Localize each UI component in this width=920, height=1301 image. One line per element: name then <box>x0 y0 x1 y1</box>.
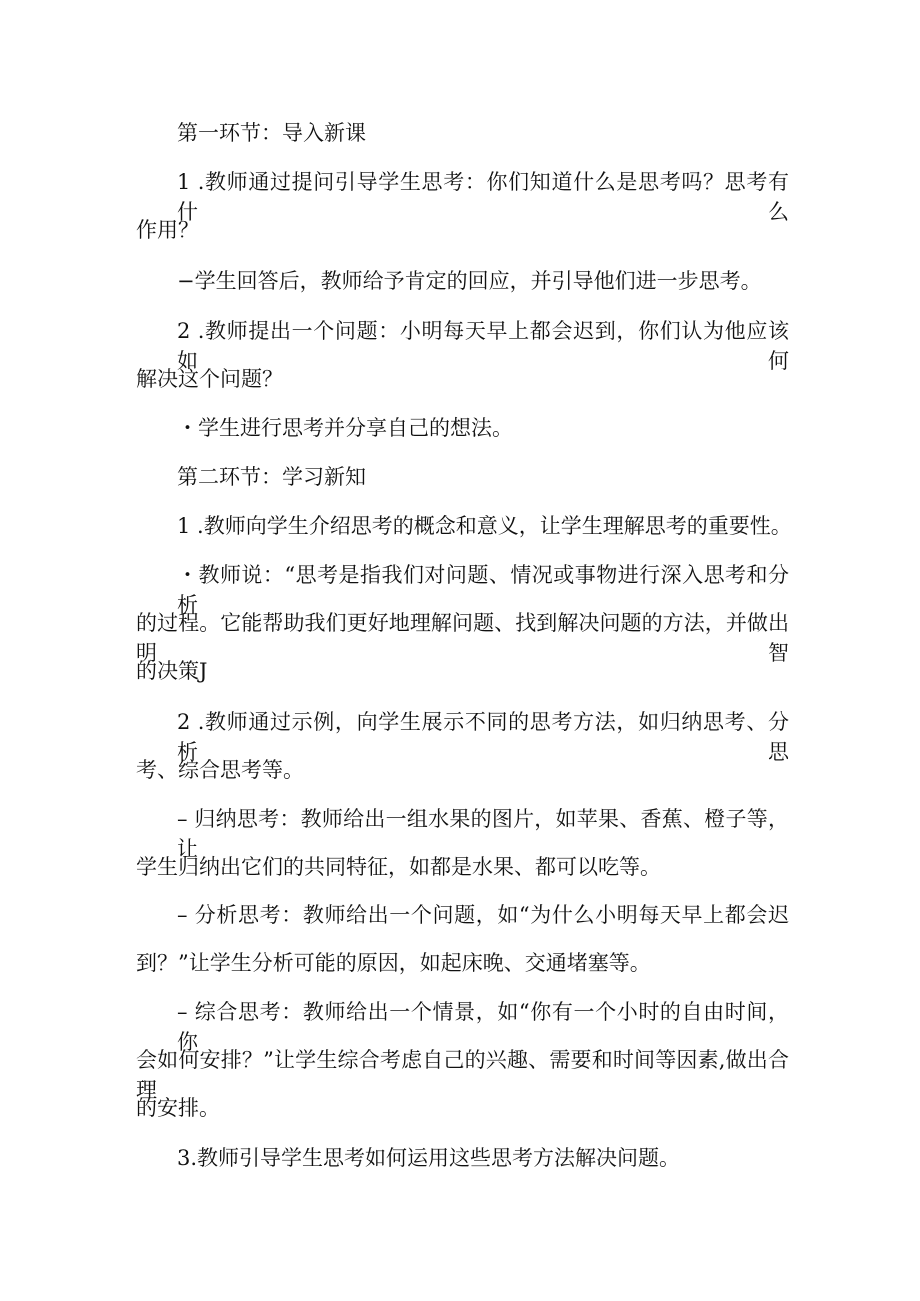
paragraph-4-line-2: 考、综合思考等。 <box>136 758 304 782</box>
paragraph-5: 3.教师引导学生思考如何运用这些思考方法解决问题。 <box>177 1146 681 1170</box>
quote-line-1: ・教师说：“思考是指我们对问题、情况或事物进行深入思考和分析 <box>177 563 789 617</box>
synthesis-line-1: – 综合思考：教师给出一个情景，如“你有一个小时的自由时间，你 <box>177 1000 789 1054</box>
paragraph-2-line-2: 解决这个问题？ <box>136 367 283 391</box>
analysis-line-1: – 分析思考：教师给出一个问题，如“为什么小明每天早上都会迟 <box>177 903 789 927</box>
paragraph-3: 1 .教师向学生介绍思考的概念和意义，让学生理解思考的重要性。 <box>177 514 792 538</box>
bullet-2: ・学生进行思考并分享自己的想法。 <box>177 416 513 440</box>
synthesis-line-2: 会如何安排？”让学生综合考虑自己的兴趣、需要和时间等因素,做出合理 <box>136 1048 789 1102</box>
induction-line-1: – 归纳思考：教师给出一组水果的图片，如苹果、香蕉、橙子等，让 <box>177 807 789 861</box>
paragraph-1-line-1: 1 .教师通过提问引导学生思考：你们知道什么是思考吗？思考有什么 <box>177 170 789 224</box>
synthesis-line-3: 的安排。 <box>136 1096 220 1120</box>
section-heading-1: 第一环节：导入新课 <box>177 121 366 145</box>
quote-line-2: 的过程。它能帮助我们更好地理解问题、找到解决问题的方法，并做出明智 <box>136 611 789 665</box>
analysis-line-2: 到？”让学生分析可能的原因，如起床晚、交通堵塞等。 <box>136 951 651 975</box>
section-heading-2: 第二环节：学习新知 <box>177 465 366 489</box>
paragraph-1-line-2: 作用？ <box>136 218 199 242</box>
paragraph-4-line-1: 2 .教师通过示例，向学生展示不同的思考方法，如归纳思考、分析思 <box>177 710 789 764</box>
paragraph-2-line-1: 2 .教师提出一个问题：小明每天早上都会迟到，你们认为他应该如何 <box>177 319 789 373</box>
induction-line-2: 学生归纳出它们的共同特征，如都是水果、都可以吃等。 <box>136 855 661 879</box>
bullet-1: −学生回答后，教师给予肯定的回应，并引导他们进一步思考。 <box>177 269 762 293</box>
quote-line-3: 的决策J <box>136 659 208 683</box>
